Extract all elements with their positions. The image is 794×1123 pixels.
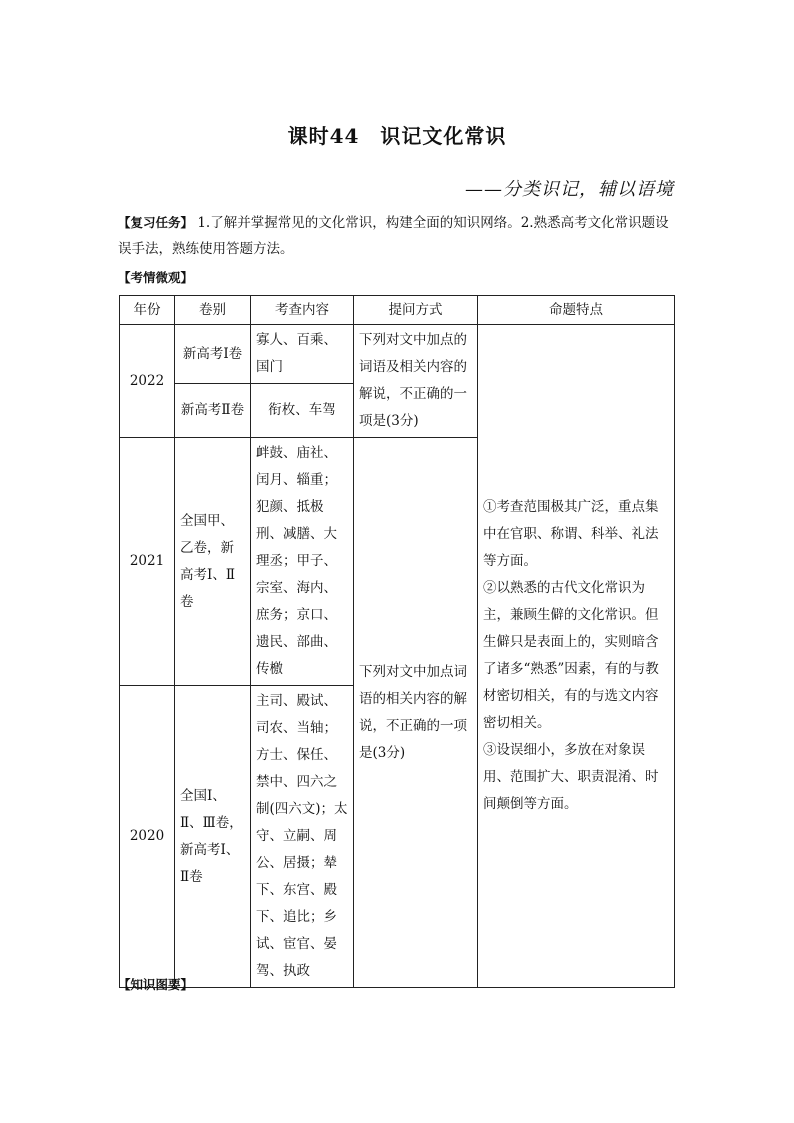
cell-content: 衅鼓、庙社、闰月、辎重；犯颜、抵极刑、减膳、大理丞；甲子、宗室、海内、庶务；京口、遗民、部曲、传檄 [251,438,354,686]
table-header-row [120,296,675,325]
cell-features [478,325,675,988]
header-ask: 提问方式 [354,296,478,325]
cell-ask: 下列对文中加点的词语及相关内容的解说，不正确的一项是(3分) [354,325,478,438]
review-task-text: 1.了解并掌握常见的文化常识，构建全面的知识网络。2.熟悉高考文化常识题设误手法，熟练使用答题方法。 [118,215,669,257]
table-row [120,325,675,384]
cell-content: 寡人、百乘、国门 [251,325,354,384]
cell-content: 衔枚、车驾 [251,384,354,438]
cell-volume: 新高考Ⅱ卷 [175,384,251,438]
cell-year: 2021 [120,438,175,686]
cell-volume: 全国甲、乙卷，新高考Ⅰ、Ⅱ卷 [175,438,251,686]
page-title: 课时44 识记文化常识 [287,124,507,148]
cell-year: 2022 [120,325,175,438]
cell-volume: 全国Ⅰ、Ⅱ、Ⅲ卷，新高考Ⅰ、Ⅱ卷 [175,686,251,988]
header-year: 年份 [120,296,175,325]
page-subtitle: ——分类识记，辅以语境 [465,179,674,200]
feature-item: ①考查范围极其广泛，重点集中在官职、称谓、科举、礼法等方面。 [483,499,659,569]
feature-item: ③设误细小，多放在对象误用、范围扩大、职责混淆、时间颠倒等方面。 [483,742,659,812]
header-volume: 卷别 [175,296,251,325]
exam-table [119,295,675,988]
review-task-tag: 【复习任务】 [118,215,194,230]
cell-year: 2020 [120,686,175,988]
cell-volume: 新高考Ⅰ卷 [175,325,251,384]
exam-overview-label: 【考情微观】 [118,270,194,285]
cell-content: 主司、殿试、司农、当轴；方士、保任、禁中、四六之制(四六文)；太守、立嗣、周公、居摄；辇下、东宫、殿下、追比；乡试、宦官、晏驾、执政 [251,686,354,988]
cell-ask: 下列对文中加点词语的相关内容的解说，不正确的一项是(3分) [354,438,478,988]
header-features: 命题特点 [478,296,675,325]
feature-item: ②以熟悉的古代文化常识为主，兼顾生僻的文化常识。但生僻只是表面上的，实则暗含了诸多“熟悉”因素，有的与教材密切相关，有的与选文内容密切相关。 [483,580,659,731]
knowledge-map-label: 【知识图要】 [118,977,194,992]
header-content: 考查内容 [251,296,354,325]
review-task [118,210,678,262]
